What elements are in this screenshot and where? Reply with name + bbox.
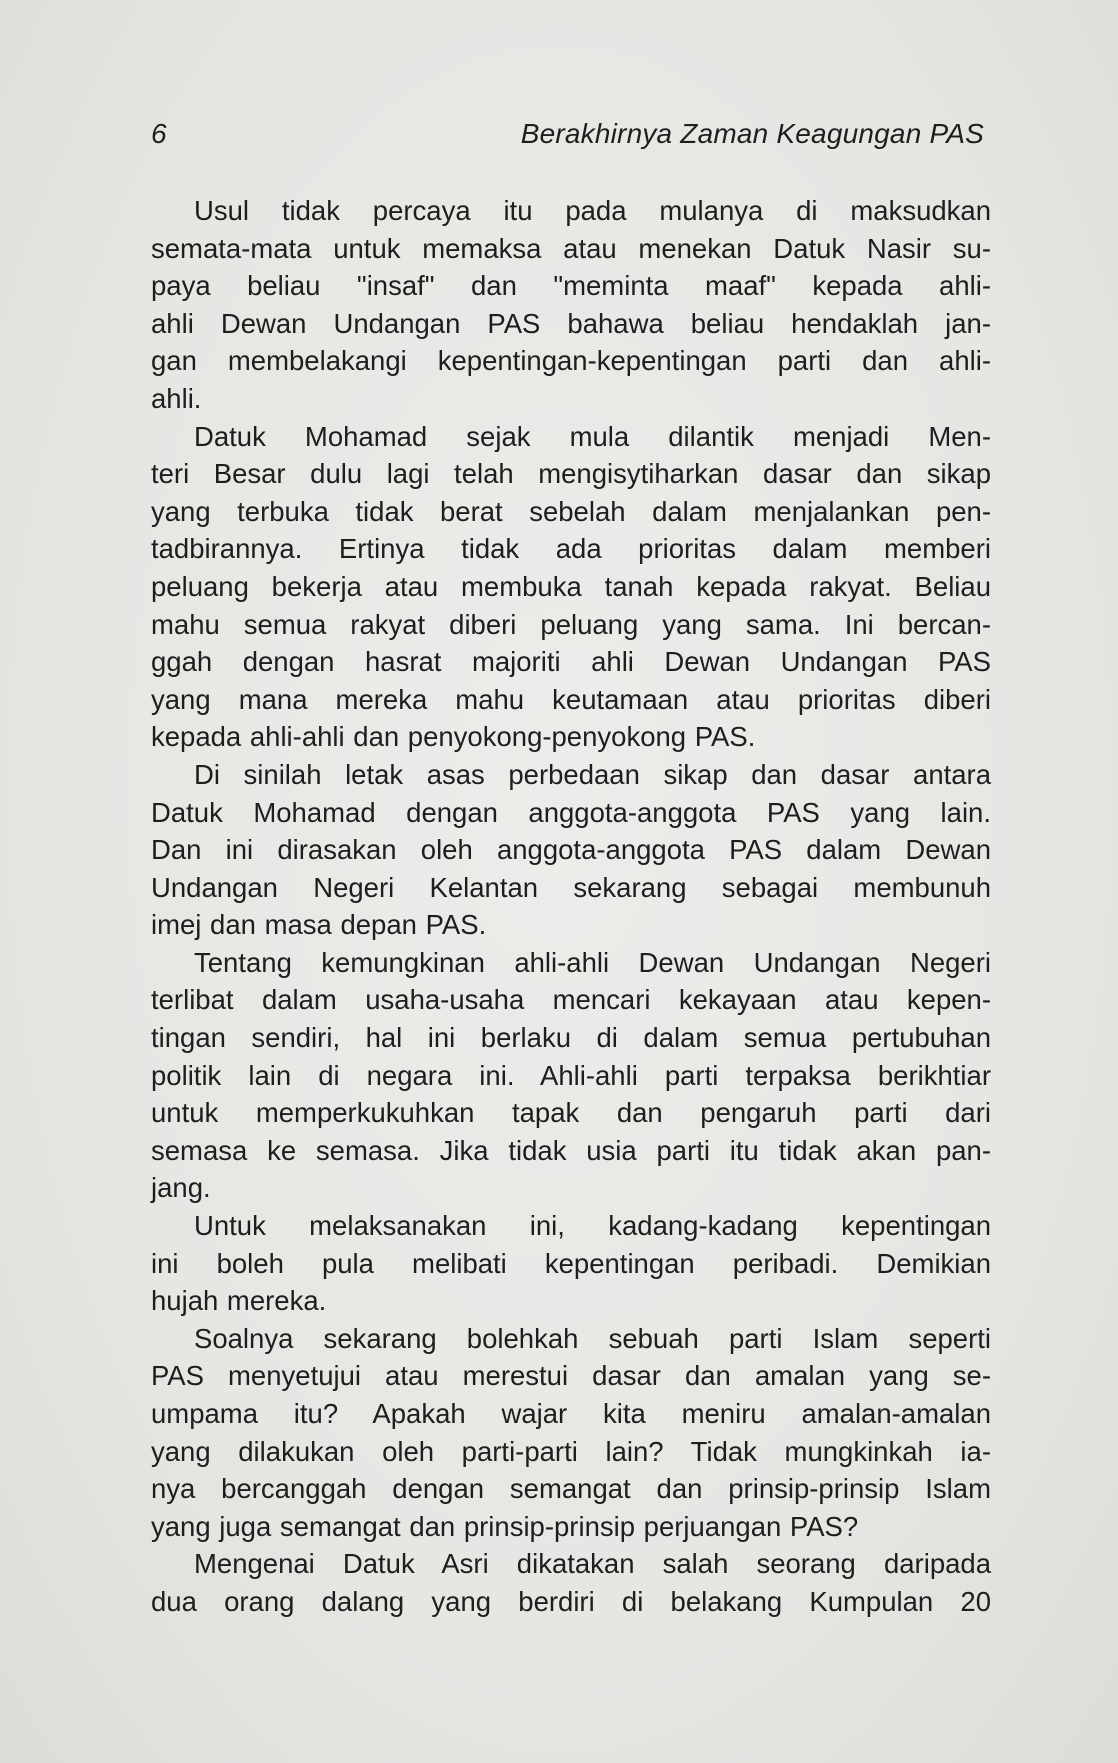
text-line: Mengenai Datuk Asri dikatakan salah seorang daripada xyxy=(194,1548,991,1580)
text-line: jang. xyxy=(151,1172,211,1204)
page-header xyxy=(151,118,984,158)
text-line: Soalnya sekarang bolehkah sebuah parti Islam seperti xyxy=(194,1322,991,1354)
paragraph xyxy=(151,1320,991,1546)
text-line: PAS menyetujui atau merestui dasar dan amalan yang se- xyxy=(151,1360,991,1392)
page-number: 6 xyxy=(151,118,167,149)
text-line: gan membelakangi kepentingan-kepentingan parti dan ahli- xyxy=(151,345,991,377)
text-line: terlibat dalam usaha-usaha mencari kekayaan atau kepen- xyxy=(151,984,991,1016)
text-line: Datuk Mohamad sejak mula dilantik menjadi Men- xyxy=(194,420,991,452)
paragraph xyxy=(151,418,991,756)
paragraph xyxy=(151,756,991,944)
paragraph xyxy=(151,1207,991,1320)
text-line: Datuk Mohamad dengan anggota-anggota PAS yang lain. xyxy=(151,796,991,828)
text-line: untuk memperkukuhkan tapak dan pengaruh parti dari xyxy=(151,1097,991,1129)
text-line: ahli Dewan Undangan PAS bahawa beliau hendaklah jan- xyxy=(151,307,991,339)
text-line: hujah mereka. xyxy=(151,1285,327,1317)
text-line: nya bercanggah dengan semangat dan prinsip-prinsip Islam xyxy=(151,1473,991,1505)
text-line: Undangan Negeri Kelantan sekarang sebagai membunuh xyxy=(151,871,991,903)
text-line: yang dilakukan oleh parti-parti lain? Tidak mungkinkah ia- xyxy=(151,1435,991,1467)
text-line: ini boleh pula melibati kepentingan peribadi. Demikian xyxy=(151,1247,991,1279)
text-line: tingan sendiri, hal ini berlaku di dalam semua pertubuhan xyxy=(151,1022,991,1054)
text-line: mahu semua rakyat diberi peluang yang sama. Ini bercan- xyxy=(151,608,991,640)
text-line: yang mana mereka mahu keutamaan atau prioritas diberi xyxy=(151,683,991,715)
text-line: kepada ahli-ahli dan penyokong-penyokong PAS. xyxy=(151,721,756,753)
text-line: teri Besar dulu lagi telah mengisytiharkan dasar dan sikap xyxy=(151,458,991,490)
text-line: paya beliau "insaf" dan "meminta maaf" kepada ahli- xyxy=(151,270,991,302)
text-line: politik lain di negara ini. Ahli-ahli parti terpaksa berikhtiar xyxy=(151,1059,991,1091)
text-line: Dan ini dirasakan oleh anggota-anggota PAS dalam Dewan xyxy=(151,834,991,866)
text-line: yang terbuka tidak berat sebelah dalam menjalankan pen- xyxy=(151,495,991,527)
text-line: yang juga semangat dan prinsip-prinsip perjuangan PAS? xyxy=(151,1510,859,1542)
text-line: umpama itu? Apakah wajar kita meniru amalan-amalan xyxy=(151,1398,991,1429)
text-line: Tentang kemungkinan ahli-ahli Dewan Undangan Negeri xyxy=(194,946,991,978)
text-line: ggah dengan hasrat majoriti ahli Dewan Undangan PAS xyxy=(151,646,991,678)
text-line: peluang bekerja atau membuka tanah kepada rakyat. Beliau xyxy=(151,570,991,602)
text-line: semasa ke semasa. Jika tidak usia parti itu tidak akan pan- xyxy=(151,1134,991,1166)
paragraph xyxy=(151,192,991,418)
text-line: semata-mata untuk memaksa atau menekan Datuk Nasir su- xyxy=(151,232,991,264)
text-line: imej dan masa depan PAS. xyxy=(151,909,487,941)
text-line: tadbirannya. Ertinya tidak ada prioritas dalam memberi xyxy=(151,533,991,565)
running-title: Berakhirnya Zaman Keagungan PAS xyxy=(520,118,984,149)
paragraph xyxy=(151,1545,991,1620)
text-line: dua orang dalang yang berdiri di belakang Kumpulan 20 xyxy=(151,1585,991,1617)
text-line: ahli. xyxy=(151,382,202,414)
body-text xyxy=(151,192,991,1621)
paragraph xyxy=(151,944,991,1207)
text-line: Untuk melaksanakan ini, kadang-kadang kepentingan xyxy=(194,1210,991,1242)
text-line: Di sinilah letak asas perbedaan sikap dan dasar antara xyxy=(194,758,991,790)
text-line: Usul tidak percaya itu pada mulanya di maksudkan xyxy=(194,195,991,226)
